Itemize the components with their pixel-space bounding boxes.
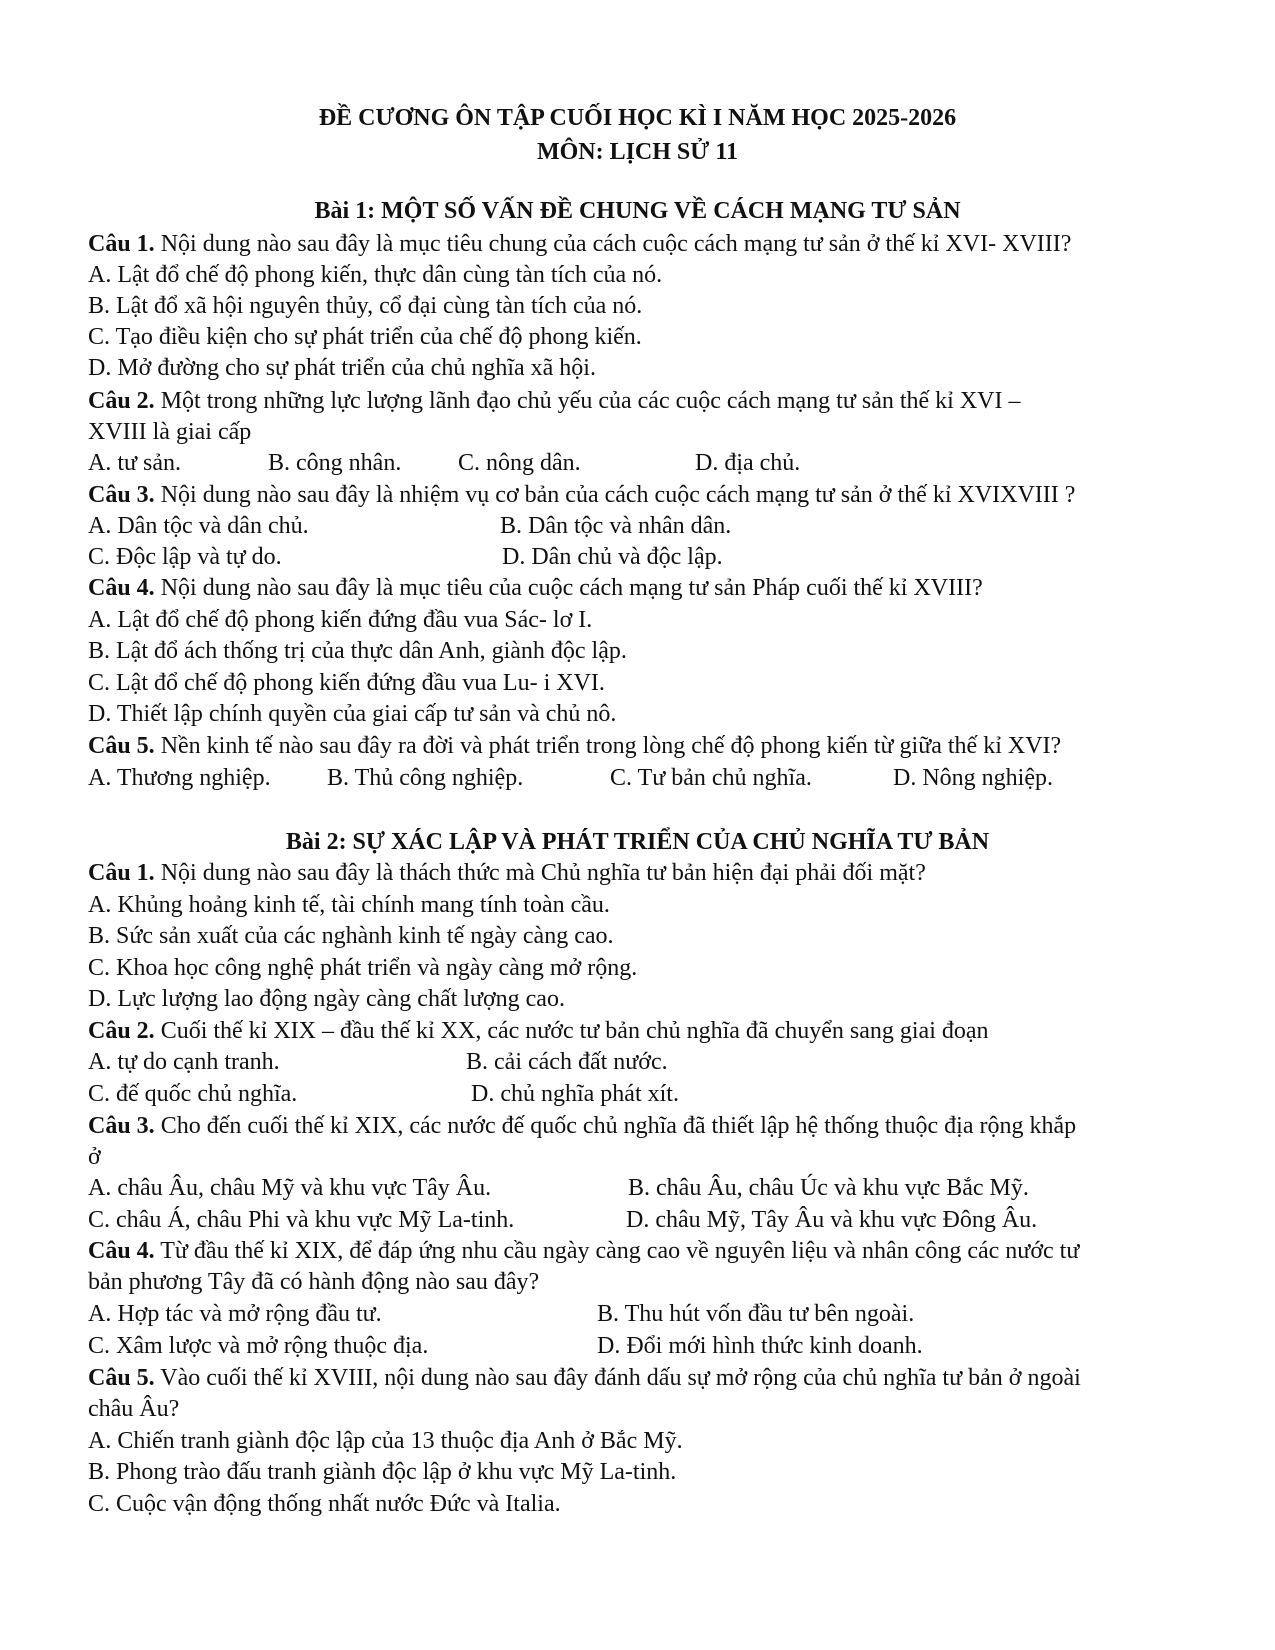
- lesson1-title: Bài 1: MỘT SỐ VẤN ĐỀ CHUNG VỀ CÁCH MẠNG TƯ SẢN: [314, 198, 961, 224]
- lesson2-q4-option-b: B. Thu hút vốn đầu tư bên ngoài.: [597, 1301, 915, 1327]
- lesson2-q2-option-a: A. tự do cạnh tranh.: [88, 1049, 280, 1075]
- lesson2-q5-option-c: C. Cuộc vận động thống nhất nước Đức và Italia.: [88, 1491, 561, 1517]
- lesson1-q5-stem: [88, 730, 1061, 762]
- lesson2-q1-option-b: B. Sức sản xuất của các nghành kinh tế ngày càng cao.: [88, 923, 614, 949]
- lesson1-q1-option-a: A. Lật đổ chế độ phong kiến, thực dân cùng tàn tích của nó.: [88, 262, 663, 288]
- lesson2-q2-stem: [88, 1015, 989, 1047]
- question-label: Câu 4.: [88, 575, 155, 601]
- lesson2-q1-stem: [88, 857, 926, 889]
- lesson1-q1-option-c: C. Tạo điều kiện cho sự phát triển của chế độ phong kiến.: [88, 324, 642, 350]
- lesson1-q1-option-b: B. Lật đổ xã hội nguyên thủy, cổ đại cùng tàn tích của nó.: [88, 293, 643, 319]
- document-title: ĐỀ CƯƠNG ÔN TẬP CUỐI HỌC KÌ I NĂM HỌC 2025-2026: [318, 105, 957, 131]
- question-text: Vào cuối thế kỉ XVIII, nội dung nào sau đây đánh dấu sự mở rộng của chủ nghĩa tư bản ở ngoài: [154, 1365, 1081, 1391]
- lesson1-q5-option-a: A. Thương nghiệp.: [88, 765, 271, 791]
- lesson2-q1-option-d: D. Lực lượng lao động ngày càng chất lượng cao.: [88, 986, 565, 1012]
- question-text: Một trong những lực lượng lãnh đạo chủ yếu của các cuộc cách mạng tư sản thế kỉ XVI –: [154, 388, 1021, 414]
- lesson2-q4-stem-cont: bản phương Tây đã có hành động nào sau đây?: [88, 1269, 540, 1295]
- lesson2-q3-option-a: A. châu Âu, châu Mỹ và khu vực Tây Âu.: [88, 1175, 492, 1201]
- lesson2-q5-stem: [88, 1362, 1081, 1394]
- lesson1-q2-stem-cont: XVIII là giai cấp: [88, 419, 252, 445]
- lesson2-q2-option-c: C. đế quốc chủ nghĩa.: [88, 1081, 298, 1107]
- lesson2-q3-option-c: C. châu Á, châu Phi và khu vực Mỹ La-tinh.: [88, 1207, 515, 1233]
- lesson1-q2-option-d: D. địa chủ.: [695, 450, 801, 476]
- lesson2-q1-option-a: A. Khủng hoảng kinh tế, tài chính mang tính toàn cầu.: [88, 892, 610, 918]
- lesson2-title: Bài 2: SỰ XÁC LẬP VÀ PHÁT TRIỂN CỦA CHỦ NGHĨA TƯ BẢN: [285, 829, 990, 855]
- lesson2-q2-option-b: B. cải cách đất nước.: [466, 1049, 668, 1075]
- lesson2-q3-option-b: B. châu Âu, châu Úc và khu vực Bắc Mỹ.: [628, 1175, 1029, 1201]
- lesson1-q3-option-a: A. Dân tộc và dân chủ.: [88, 513, 309, 539]
- lesson2-q4-option-a: A. Hợp tác và mở rộng đầu tư.: [88, 1301, 382, 1327]
- lesson1-q2-stem: [88, 385, 1021, 417]
- lesson1-q5-option-d: D. Nông nghiệp.: [893, 765, 1053, 791]
- lesson1-q4-option-c: C. Lật đổ chế độ phong kiến đứng đầu vua Lu- i XVI.: [88, 670, 605, 696]
- question-label: Câu 5.: [88, 1365, 155, 1391]
- lesson2-q1-option-c: C. Khoa học công nghệ phát triển và ngày càng mở rộng.: [88, 955, 638, 981]
- question-text: Nội dung nào sau đây là thách thức mà Chủ nghĩa tư bản hiện đại phải đối mặt?: [154, 860, 926, 886]
- lesson2-q5-option-b: B. Phong trào đấu tranh giành độc lập ở khu vực Mỹ La-tinh.: [88, 1459, 677, 1485]
- lesson1-q4-option-d: D. Thiết lập chính quyền của giai cấp tư sản và chủ nô.: [88, 701, 617, 727]
- lesson1-q4-option-a: A. Lật đổ chế độ phong kiến đứng đầu vua Sác- lơ I.: [88, 607, 593, 633]
- lesson2-q3-option-d: D. châu Mỹ, Tây Âu và khu vực Đông Âu.: [626, 1207, 1038, 1233]
- lesson2-q4-option-d: D. Đổi mới hình thức kinh doanh.: [597, 1333, 923, 1359]
- lesson1-q2-option-c: C. nông dân.: [458, 450, 581, 476]
- question-label: Câu 5.: [88, 733, 155, 759]
- lesson1-q3-option-b: B. Dân tộc và nhân dân.: [500, 513, 732, 539]
- question-text: Nội dung nào sau đây là mục tiêu chung của cách cuộc cách mạng tư sản ở thế kỉ XVI- XVIII?: [154, 231, 1072, 257]
- question-text: Nội dung nào sau đây là nhiệm vụ cơ bản của cách cuộc cách mạng tư sản ở thế kỉ XVIXVIII ?: [154, 482, 1076, 508]
- question-text: Cho đến cuối thế kỉ XIX, các nước đế quốc chủ nghĩa đã thiết lập hệ thống thuộc địa rộng khắp: [154, 1113, 1077, 1139]
- lesson2-q5-stem-cont: châu Âu?: [88, 1396, 180, 1422]
- question-text: Từ đầu thế kỉ XIX, để đáp ứng nhu cầu ngày càng cao về nguyên liệu và nhân công các nước tư: [154, 1238, 1080, 1264]
- lesson1-q2-option-b: B. công nhân.: [268, 450, 402, 476]
- lesson1-q4-option-b: B. Lật đổ ách thống trị của thực dân Anh, giành độc lập.: [88, 638, 627, 664]
- question-label: Câu 3.: [88, 1113, 155, 1139]
- lesson1-q2-option-a: A. tư sản.: [88, 450, 181, 476]
- question-text: Cuối thế kỉ XIX – đầu thế kỉ XX, các nước tư bản chủ nghĩa đã chuyển sang giai đoạn: [154, 1018, 989, 1044]
- lesson2-q3-stem-cont: ở: [88, 1144, 101, 1170]
- lesson1-q1-stem: [88, 228, 1071, 260]
- question-label: Câu 4.: [88, 1238, 155, 1264]
- lesson1-q5-option-c: C. Tư bản chủ nghĩa.: [610, 765, 812, 791]
- lesson2-q4-stem: [88, 1235, 1079, 1267]
- question-text: Nền kinh tế nào sau đây ra đời và phát triển trong lòng chế độ phong kiến từ giữa thế kỉ XVI?: [154, 733, 1062, 759]
- lesson1-q3-option-c: C. Độc lập và tự do.: [88, 544, 282, 570]
- lesson1-q3-option-d: D. Dân chủ và độc lập.: [502, 544, 723, 570]
- question-label: Câu 3.: [88, 482, 155, 508]
- lesson2-q2-option-d: D. chủ nghĩa phát xít.: [471, 1081, 679, 1107]
- subject-title: MÔN: LỊCH SỬ 11: [536, 139, 739, 165]
- question-text: Nội dung nào sau đây là mục tiêu của cuộc cách mạng tư sản Pháp cuối thế kỉ XVIII?: [154, 575, 983, 601]
- question-label: Câu 2.: [88, 388, 155, 414]
- lesson1-q3-stem: [88, 479, 1075, 511]
- lesson2-q5-option-a: A. Chiến tranh giành độc lập của 13 thuộc địa Anh ở Bắc Mỹ.: [88, 1428, 683, 1454]
- question-label: Câu 1.: [88, 860, 155, 886]
- question-label: Câu 2.: [88, 1018, 155, 1044]
- lesson1-q5-option-b: B. Thủ công nghiệp.: [327, 765, 524, 791]
- lesson2-q3-stem: [88, 1110, 1076, 1142]
- question-label: Câu 1.: [88, 231, 155, 257]
- lesson1-q1-option-d: D. Mở đường cho sự phát triển của chủ nghĩa xã hội.: [88, 355, 596, 381]
- lesson2-q4-option-c: C. Xâm lược và mở rộng thuộc địa.: [88, 1333, 429, 1359]
- lesson1-q4-stem: [88, 572, 983, 604]
